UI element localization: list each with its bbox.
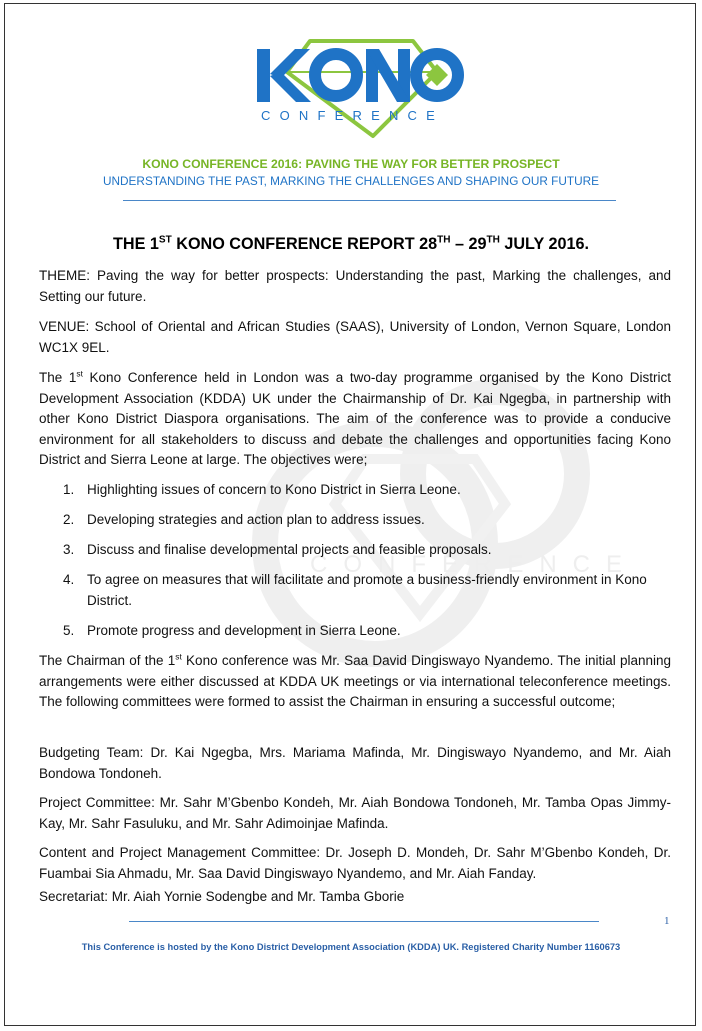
svg-text:CONFERENCE: CONFERENCE xyxy=(310,551,639,578)
objective-item: 2. Developing strategies and action plan to address issues. xyxy=(63,512,425,527)
objective-item: 1. Highlighting issues of concern to Kono District in Sierra Leone. xyxy=(63,482,461,497)
report-title: THE 1ST KONO CONFERENCE REPORT 28TH – 29TH JULY 2016. xyxy=(113,234,589,253)
objective-item: 4. To agree on measures that will facilitate and promote a business-friendly environment in Kono District. xyxy=(63,572,647,608)
intro-paragraph: The 1st Kono Conference held in London was a two-day programme organised by the Kono District Development Association (KDDA) UK under the Chairmanship of Dr. Kai Ngegba, in partnership with other Kono District Diaspora organisations. The aim of the conference was to provide a conducive environment for all stakeholders to discuss and debate the challenges and opportunities facing Kono District and Sierra Leone at large. The objectives were; xyxy=(39,368,671,468)
document-page xyxy=(4,3,696,1026)
svg-text:CONFERENCE: CONFERENCE xyxy=(261,108,445,123)
secretariat-paragraph: Secretariat: Mr. Aiah Yornie Sodengbe and Mr. Tamba Gborie xyxy=(39,889,405,904)
page-number: 1 xyxy=(664,915,670,927)
chairman-paragraph: The Chairman of the 1st Kono conference was Mr. Saa David Dingiswayo Nyandemo. The initial planning arrangements were either discussed at KDDA UK meetings or via international teleconference meetings. The following committees were formed to assist the Chairman in ensuring a successful outcome; xyxy=(39,651,671,710)
footer-divider xyxy=(129,921,599,922)
footer-note: This Conference is hosted by the Kono District Development Association (KDDA) UK. Registered Charity Number 1160673 xyxy=(81,942,621,952)
header-divider xyxy=(123,200,616,201)
objective-item: 3. Discuss and finalise developmental projects and feasible proposals. xyxy=(63,542,492,557)
objective-item: 5. Promote progress and development in Sierra Leone. xyxy=(63,623,401,638)
project-paragraph: Project Committee: Mr. Sahr M’Gbenbo Kondeh, Mr. Aiah Bondowa Tondoneh, Mr. Tamba Opas Jimmy-Kay, Mr. Sahr Fasuluku, and Mr. Sahr Adimoinjae Mafinda. xyxy=(39,795,671,831)
content-paragraph: Content and Project Management Committee: Dr. Joseph D. Mondeh, Dr. Sahr M’Gbenbo Kondeh, Dr. Fuambai Sia Ahmadu, Mr. Saa David Dingiswayo Nyandemo, and Mr. Aiah Fanday. xyxy=(39,845,671,881)
tagline-secondary: UNDERSTANDING THE PAST, MARKING THE CHALLENGES AND SHAPING OUR FUTURE xyxy=(103,174,599,188)
theme-paragraph: THEME: Paving the way for better prospects: Understanding the past, Marking the challenges, and Setting our future. xyxy=(39,268,671,304)
tagline-primary: KONO CONFERENCE 2016: PAVING THE WAY FOR BETTER PROSPECT xyxy=(142,157,560,171)
budgeting-paragraph: Budgeting Team: Dr. Kai Ngegba, Mrs. Mariama Mafinda, Mr. Dingiswayo Nyandemo, and Mr. Aiah Bondowa Tondoneh. xyxy=(39,745,671,781)
venue-paragraph: VENUE: School of Oriental and African Studies (SAAS), University of London, Vernon Square, London WC1X 9EL. xyxy=(39,319,671,355)
kono-logo xyxy=(5,4,696,154)
